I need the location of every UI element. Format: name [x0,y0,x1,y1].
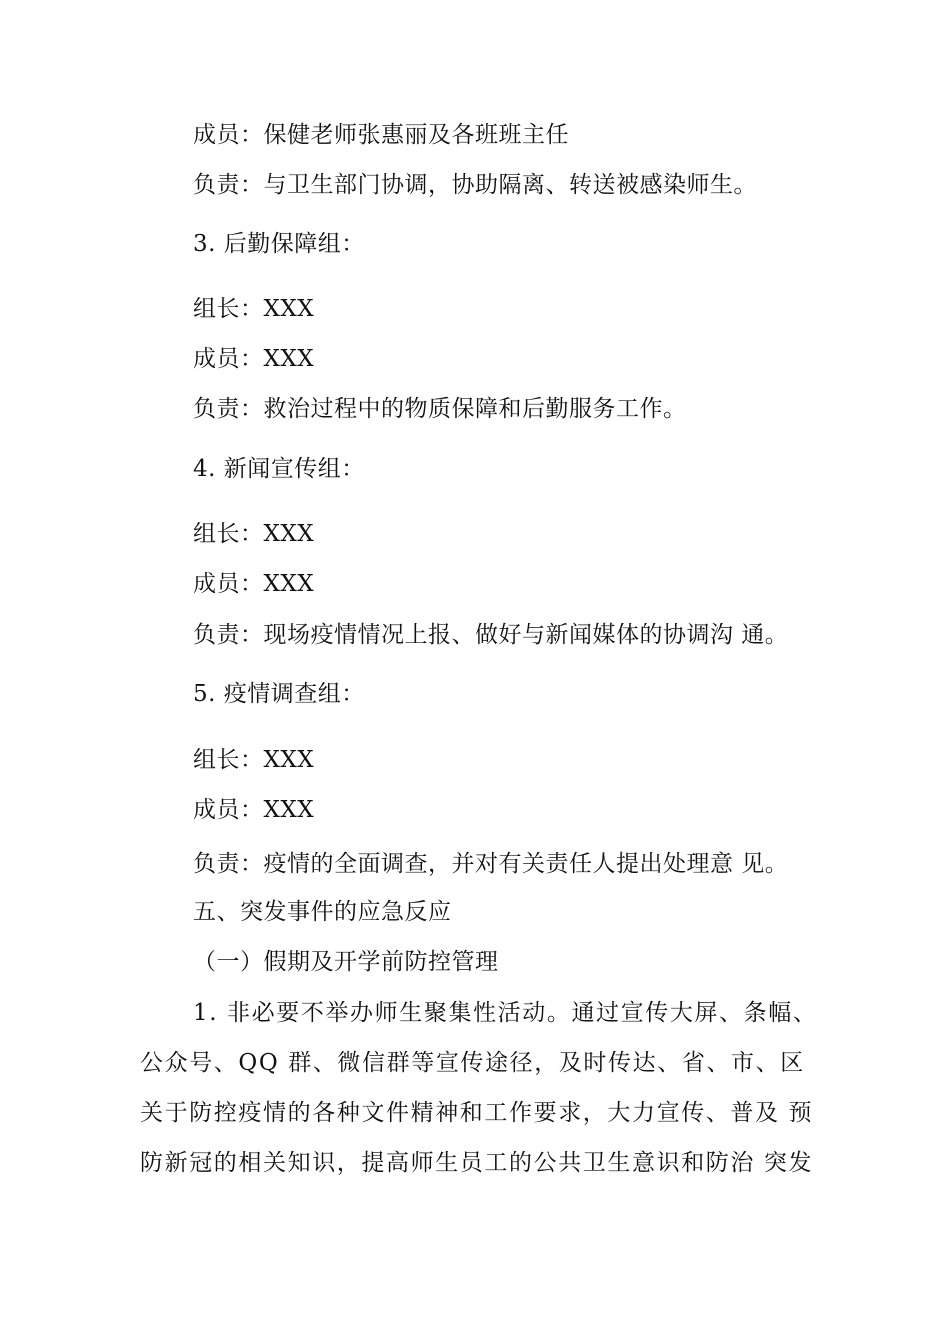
text-line: 成员：XXX [193,797,315,823]
text-line: 成员：保健老师张惠丽及各班班主任 [193,122,569,148]
text-line: 负责：救治过程中的物质保障和后勤服务工作。 [193,396,687,422]
text-line: 成员：XXX [193,346,315,372]
section-heading: 3. 后勤保障组： [193,231,365,257]
text-line: 组长：XXX [193,521,315,547]
text-line: 负责：疫情的全面调查，并对有关责任人提出处理意 见。 [193,851,789,877]
paragraph-line: 公众号、QQ 群、微信群等宣传途径，及时传达、省、市、区 [140,1050,805,1076]
paragraph-line: 1. 非必要不举办师生聚集性活动。通过宣传大屏、条幅、 [193,1000,818,1026]
section-heading: 5. 疫情调查组： [193,681,365,707]
text-line: 组长：XXX [193,296,315,322]
section-heading: 五、突发事件的应急反应 [193,899,452,925]
text-line: 负责：现场疫情情况上报、做好与新闻媒体的协调沟 通。 [193,622,789,648]
subsection-heading: （一）假期及开学前防控管理 [193,949,499,975]
text-line: 负责：与卫生部门协调，协助隔离、转送被感染师生。 [193,172,757,198]
text-line: 成员：XXX [193,571,315,597]
section-heading: 4. 新闻宣传组： [193,456,365,482]
paragraph-line: 关于防控疫情的各种文件精神和工作要求，大力宣传、普及 预 [140,1100,814,1126]
paragraph-line: 防新冠的相关知识，提高师生员工的公共卫生意识和防治 突发 [140,1150,814,1176]
text-line: 组长：XXX [193,747,315,773]
